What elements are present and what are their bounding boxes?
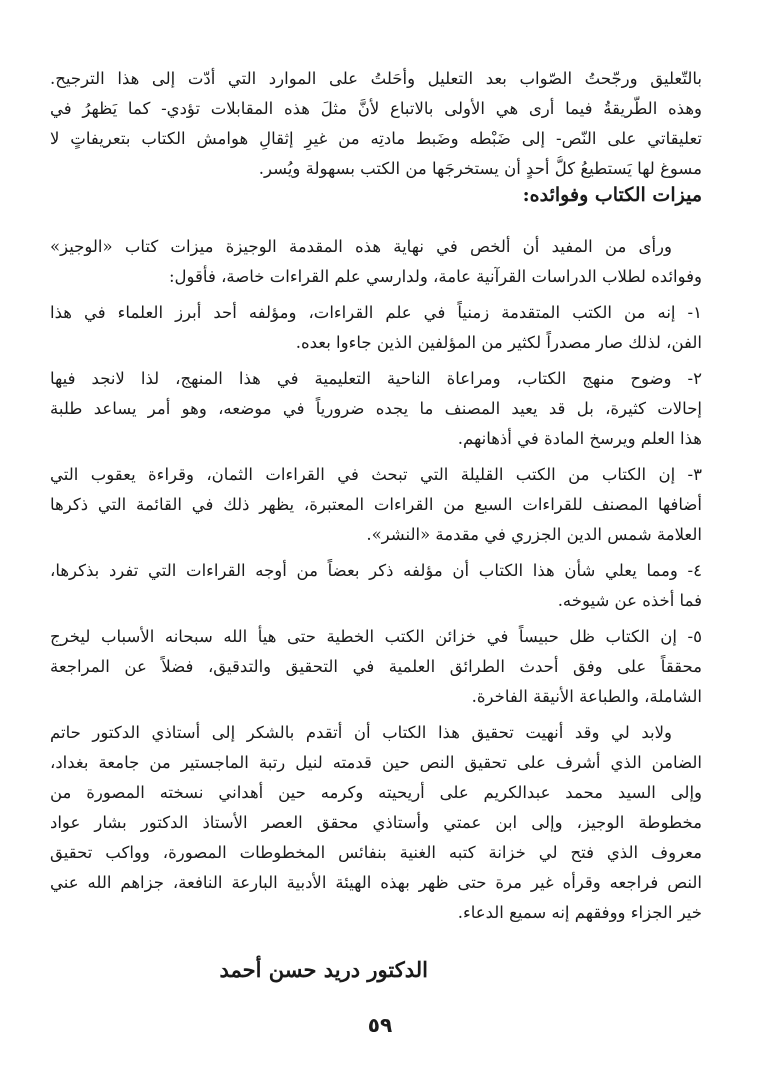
page-number: ٥٩ — [367, 1013, 393, 1037]
text-line: هذا العلم ويرسخ المادة في أذهانهم. — [457, 429, 702, 448]
text-line: ٢- وضوح منهج الكتاب، ومراعاة الناحية التعليمية في هذا المنهج، لذا لانجد فيها — [50, 369, 702, 388]
text-line: خير الجزاء ووفقهم إنه سميع الدعاء. — [457, 903, 702, 922]
text-line: الشاملة، والطباعة الأنيقة الفاخرة. — [471, 687, 702, 706]
text-line: العلامة شمس الدين الجزري في مقدمة «النشر». — [366, 525, 702, 544]
text-line: أضافها المصنف للقراءات السبع من القراءات المعتبرة، يظهر ذلك في القائمة التي ذكرها — [50, 495, 702, 514]
text-line: محققاً على وفق أحدث الطرائق العلمية في التحقيق والتدقيق، فضلاً عن المراجعة — [50, 657, 702, 676]
text-line: وإلى السيد محمد عبدالكريم على أريحيته وكرمه حين أهداني نسخته المصورة من — [50, 783, 702, 802]
text-line: تعليقاتي على النّص- إلى ضَبْطه وضَبط مادتِه من غيرِ إثقالِ هوامش الكتاب بتعريفاتٍ لا — [50, 129, 702, 148]
text-line: ٤- ومما يعلي شأن هذا الكتاب أن مؤلفه ذكر بعضاً من أوجه القراءات التي تفرد بذكرها، — [50, 561, 702, 580]
text-line: ٣- إن الكتاب من الكتب القليلة التي تبحث في القراءات الثمان، وقراءة يعقوب التي — [50, 465, 702, 484]
text-line: النص فراجعه وقرأه غير مرة حتى ظهر بهذه الهيئة الأدبية البارعة النافعة، جزاهم الله عني — [50, 873, 702, 892]
text-line: وهذه الطَّريقةُ فيما أرى هي الأولى بالاتباع لأنَّ مثلَ هذه المقابلات تؤدي- كما يَظهرُ في — [50, 99, 702, 118]
text-line: ورأى من المفيد أن ألخص في نهاية هذه المقدمة الوجيزة ميزات كتاب «الوجيز» — [50, 237, 672, 256]
text-line: ولابد لي وقد أنهيت تحقيق هذا الكتاب أن أتقدم بالشكر إلى أستاذي الدكتور حاتم — [50, 723, 672, 742]
text-line: بالتّعليق ورجّحتُ الصّواب بعد التعليل وأحَلتُ على الموارد التي أدّت إلى هذا الترجيح. — [50, 69, 702, 88]
text-line: إحالات كثيرة، بل قد يعيد المصنف ما يجده ضرورياً في موضعه، وهو أمر يساعد طلبة — [50, 399, 702, 418]
text-line: مسوغ لها يَستطيعُ كلُّ أحدٍ أن يستخرجَها من الكتب بسهولة ويُسر. — [258, 159, 702, 178]
text-line: الفن، لذلك صار مصدراً لكثير من المؤلفين الذين جاءوا بعده. — [295, 333, 702, 352]
text-line: وفوائده لطلاب الدراسات القرآنية عامة، ولدارسي علم القراءات خاصة، فأقول: — [168, 267, 702, 286]
text-line: ٥- إن الكتاب ظل حبيساً في خزائن الكتب الخطية حتى هيأ الله سبحانه الأسباب ليخرج — [50, 627, 702, 646]
text-line: فما أخذه عن شيوخه. — [557, 591, 702, 610]
text-line: معروف الذي فتح لي خزانة كتبه الغنية بنفائس المخطوطات المصورة، وواكب تحقيق — [50, 843, 702, 862]
text-line: الضامن الذي أشرف على تحقيق النص حين قدمته لنيل رتبة الماجستير من جامعة بغداد، — [50, 753, 702, 772]
text-line: مخطوطة الوجيز، وإلى ابن عمتي وأستاذي محقق العصر الأستاذ الدكتور بشار عواد — [50, 813, 702, 832]
text-line: ١- إنه من الكتب المتقدمة زمنياً في علم القراءات، ومؤلفه أحد أبرز العلماء في هذا — [50, 303, 702, 322]
section-title: ميزات الكتاب وفوائده: — [522, 184, 702, 206]
author-signature: الدكتور دريد حسن أحمد — [219, 957, 428, 982]
